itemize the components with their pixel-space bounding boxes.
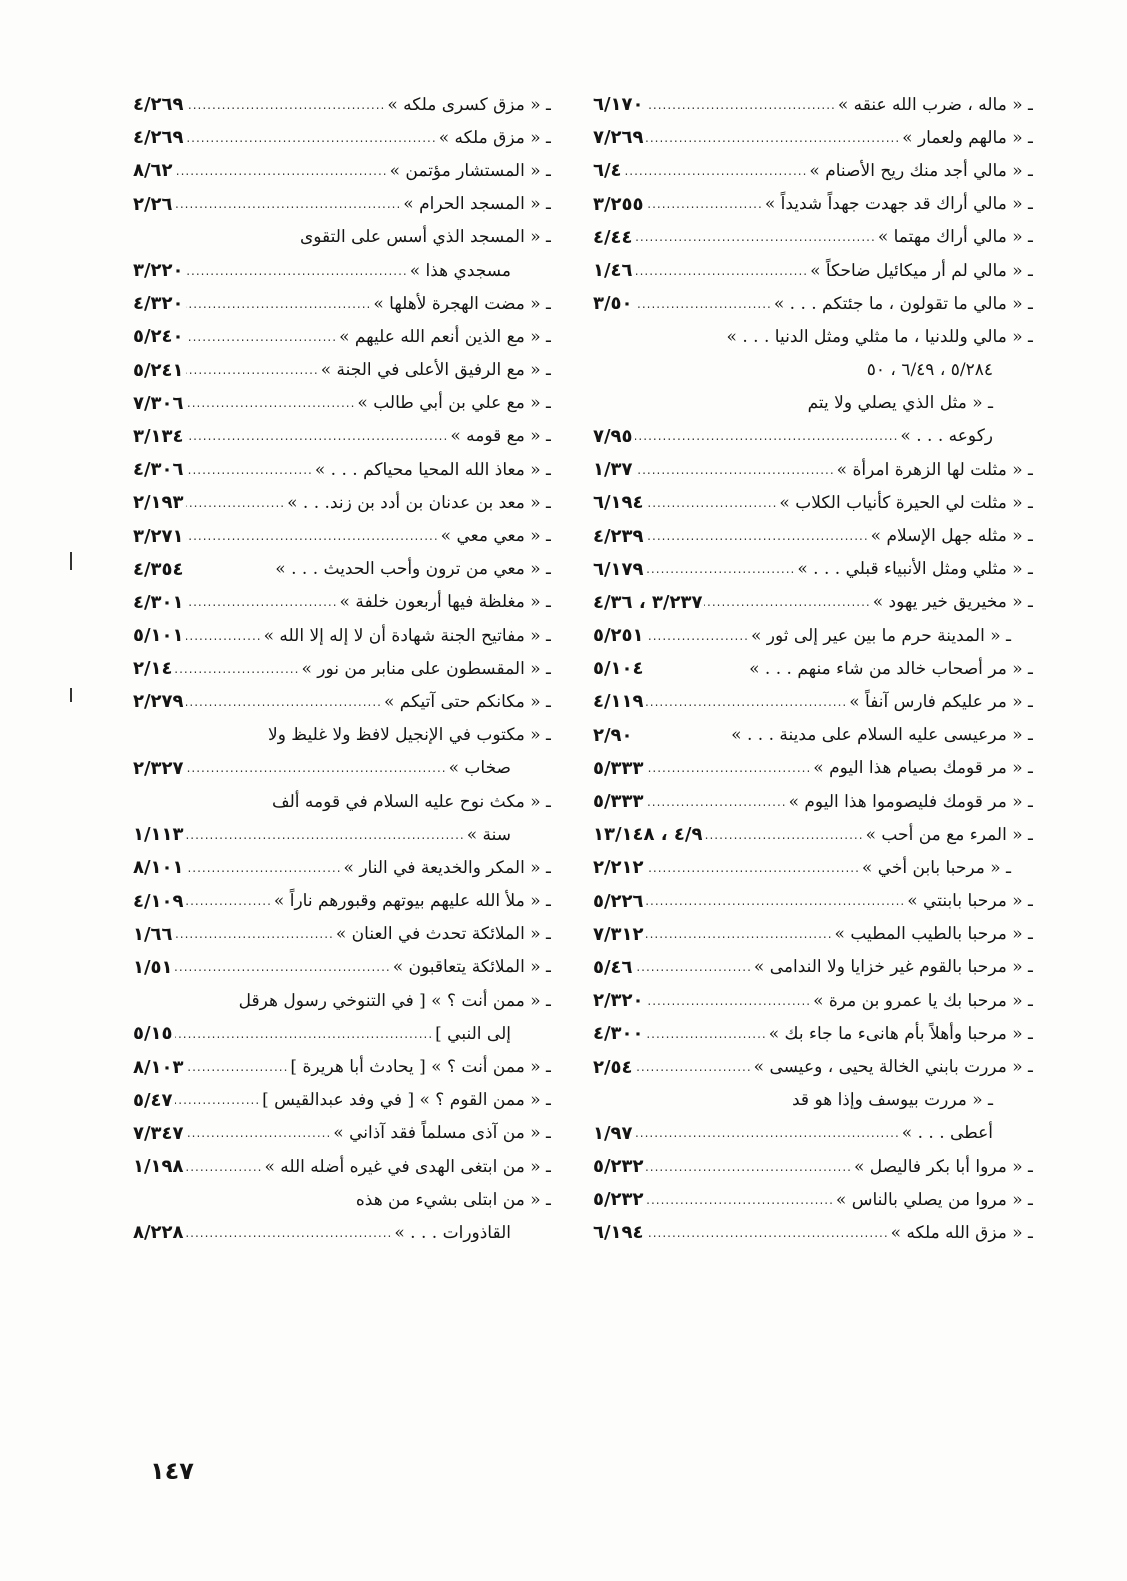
entry-reference: ٤/٣٠٦ [133, 459, 184, 481]
entry-reference: ٥/٢٥١ [593, 625, 644, 647]
dot-leader [646, 131, 901, 145]
dot-leader [186, 861, 342, 875]
index-entry [133, 951, 551, 984]
dot-leader [646, 496, 778, 510]
index-entry [593, 719, 1033, 752]
entry-text: ـ « ممن القوم ؟ » [ في وفد عبدالقيس ] [262, 1090, 551, 1111]
entry-text: ركوعه . . . » [900, 426, 993, 447]
index-entry [593, 154, 1033, 187]
entry-reference: ٥/٤٦ [593, 956, 633, 978]
entry-reference: ١/٤٦ [593, 260, 633, 282]
entry-reference: ٧/٣٤٧ [133, 1122, 184, 1144]
entry-reference: ٣/٢٢٠ [133, 260, 184, 282]
entry-reference: ٥/٢٢٦ [593, 890, 644, 912]
dot-leader [186, 629, 262, 643]
entry-reference: ٦/١٩٤ [593, 1222, 644, 1244]
dot-leader [635, 264, 809, 278]
index-entry [133, 420, 551, 453]
entry-text: ـ « المستشار مؤتمن » [389, 160, 551, 181]
entry-text: ـ « مع قومه » [450, 426, 551, 447]
entry-text: ـ « مرحبا بالطيب المطيب » [834, 924, 1033, 945]
entry-text: ـ « مر قومك بصيام هذا اليوم » [813, 758, 1033, 779]
index-entry [133, 1150, 551, 1183]
dot-leader [646, 1226, 889, 1240]
entry-text: ـ « مر أصحاب خالد من شاء منهم . . . » [749, 658, 1033, 679]
page-number: ١٤٧ [150, 1457, 194, 1485]
entry-text: ـ « مثلت لها الزهرة امرأة » [836, 459, 1033, 480]
index-entry [133, 1050, 551, 1083]
entry-reference: ٢/٥٤ [593, 1056, 633, 1078]
entry-reference: ٥/٤٧ [133, 1089, 173, 1111]
entry-text: ـ « مررت بابني الخالة يحيى ، وعيسى » [753, 1057, 1033, 1078]
dot-leader [175, 1027, 434, 1041]
dot-leader [175, 1093, 261, 1107]
entry-text: ـ « مالي لم أر ميكائيل ضاحكاً » [810, 260, 1033, 281]
entry-text: ـ « مزق ملكه » [438, 127, 551, 148]
index-entry [593, 785, 1033, 818]
entry-text: ـ « المسجد الحرام » [403, 194, 551, 215]
entry-text: ـ « مكتوب في الإنجيل لافظ ولا غليظ ولا [268, 725, 551, 746]
index-entry [133, 1216, 551, 1249]
dot-leader [646, 861, 860, 875]
dot-leader [186, 828, 465, 842]
entry-text: ٥/٢٨٤ ، ٦/٤٩ ، ٥٠ [866, 360, 993, 381]
index-entry [133, 619, 551, 652]
index-entry [133, 553, 551, 586]
entry-text: ـ « المقسطون على منابر من نور » [301, 658, 551, 679]
index-entry [133, 254, 551, 287]
dot-leader [646, 795, 787, 809]
index-entry [593, 851, 1033, 884]
index-entry [593, 553, 1033, 586]
dot-leader [186, 98, 386, 112]
dot-leader [635, 429, 899, 443]
index-entry [133, 188, 551, 221]
index-entry [133, 1084, 551, 1117]
entry-text: ـ « مالي أراك مهتما » [877, 227, 1033, 248]
entry-text: ـ « مر عليكم فارس آنفاً » [849, 691, 1033, 712]
entry-text: ـ « مضت الهجرة لأهلها » [373, 293, 551, 314]
index-entry [593, 254, 1033, 287]
index-entry [133, 221, 551, 254]
index-entry [593, 453, 1033, 486]
entry-text: ـ « مرحبا بك يا عمرو بن مرة » [813, 990, 1033, 1011]
dot-leader [175, 164, 388, 178]
entry-reference: ٥/٣٣٣ [593, 757, 644, 779]
entry-reference: ٣/١٣٤ [133, 425, 184, 447]
dot-leader [646, 1027, 767, 1041]
dot-leader [186, 595, 338, 609]
entry-text: ـ « المكر والخديعة في النار » [343, 857, 551, 878]
entry-text: ـ « مثلي ومثل الأنبياء قبلي . . . » [797, 559, 1033, 580]
dot-leader [186, 330, 338, 344]
index-entry [133, 453, 551, 486]
index-entry [593, 354, 1033, 387]
dot-leader [646, 529, 869, 543]
index-entry [593, 519, 1033, 552]
dot-leader [624, 164, 808, 178]
entry-reference: ٢/٩٠ [593, 724, 633, 746]
entry-text: ـ « مرحبا بابنتي » [907, 891, 1033, 912]
entry-reference: ٨/٢٢٨ [133, 1222, 184, 1244]
index-entry [593, 188, 1033, 221]
index-entry [593, 88, 1033, 121]
dot-leader [175, 927, 334, 941]
entry-reference: ٣/٢٥٥ [593, 193, 644, 215]
entry-reference: ٤/٢٦٩ [133, 127, 184, 149]
index-entry [133, 785, 551, 818]
entry-text: ـ « مالي أجد منك ريح الأصنام » [809, 160, 1033, 181]
index-entry [593, 420, 1033, 453]
entry-text: ـ « مررت بيوسف وإذا هو قد [791, 1090, 993, 1111]
entry-reference: ٥/٢٣٢ [593, 1189, 644, 1211]
entry-text: ـ « مزق الله ملكه » [890, 1222, 1033, 1243]
dot-leader [175, 197, 402, 211]
dot-leader [186, 1226, 393, 1240]
entry-reference: ٥/١٥ [133, 1023, 173, 1045]
index-entry [593, 1084, 1033, 1117]
entry-reference: ٣/٢٧١ [133, 525, 184, 547]
dot-leader [186, 695, 382, 709]
dot-leader [646, 894, 906, 908]
index-entry [133, 354, 551, 387]
entry-text: ـ « مرحبا بابن أخي » [861, 857, 1011, 878]
entry-reference: ٤/٢٦٩ [133, 94, 184, 116]
entry-text: ـ « مالهم ولعمار » [902, 127, 1033, 148]
entry-text: ـ « الملائكة تحدث في العنان » [335, 924, 551, 945]
index-entry [133, 1183, 551, 1216]
index-entry [133, 519, 551, 552]
entry-text: ـ « مكانكم حتى آتيكم » [383, 691, 551, 712]
entry-reference: ٤/١٠٩ [133, 890, 184, 912]
index-entry [133, 1017, 551, 1050]
entry-text: ـ « مالي ما تقولون ، ما جئتكم . . . » [773, 293, 1033, 314]
dot-leader [186, 894, 272, 908]
index-entry [133, 121, 551, 154]
index-entry [593, 619, 1033, 652]
entry-reference: ٥/٢٤١ [133, 359, 184, 381]
dot-leader [646, 197, 763, 211]
index-entry [133, 685, 551, 718]
entry-reference: ٦/١٧٠ [593, 94, 644, 116]
dot-leader [635, 297, 772, 311]
entry-text: ـ « مزق كسرى ملكه » [387, 94, 551, 115]
index-entry [593, 287, 1033, 320]
entry-text: ـ « الملائكة يتعاقبون » [392, 957, 551, 978]
entry-text: ـ « المدينة حرم ما بين عير إلى ثور » [751, 625, 1011, 646]
dot-leader [635, 230, 876, 244]
dot-leader [646, 562, 796, 576]
index-entry [593, 1150, 1033, 1183]
entry-reference: ٤/٣٢٠ [133, 293, 184, 315]
index-entry [593, 984, 1033, 1017]
index-entry [593, 1050, 1033, 1083]
entry-text: ـ « مثلت لي الحيرة كأنياب الكلاب » [779, 492, 1033, 513]
index-entry [133, 652, 551, 685]
margin-mark [70, 552, 72, 570]
dot-leader [646, 994, 812, 1008]
entry-reference: ١/٥١ [133, 956, 173, 978]
dot-leader [186, 363, 319, 377]
dot-leader [704, 828, 863, 842]
dot-leader [635, 1126, 900, 1140]
entry-text: ـ « مرحبا بالقوم غير خزايا ولا الندامى » [753, 957, 1033, 978]
index-entry [133, 885, 551, 918]
entry-reference: ٣/٢٣٧ ، ٤/٣٦ [593, 591, 703, 613]
entry-reference: ٥/٢٣٢ [593, 1156, 644, 1178]
dot-leader [186, 1060, 289, 1074]
margin-mark [70, 688, 72, 702]
dot-leader [646, 1193, 834, 1207]
index-entry [133, 918, 551, 951]
dot-leader [175, 662, 300, 676]
index-entry [593, 685, 1033, 718]
entry-text: ـ « مروا أبا بكر فاليصل » [854, 1156, 1033, 1177]
entry-text: ـ « ملأ الله عليهم بيوتهم وقبورهم ناراً » [273, 891, 551, 912]
entry-text: ـ « مغلظة فيها أربعون خلفة » [339, 592, 551, 613]
index-column-left [133, 88, 551, 1408]
index-entry [593, 486, 1033, 519]
entry-reference: ٤/٢٣٩ [593, 525, 644, 547]
entry-text: ـ « مكث نوح عليه السلام في قومه ألف [272, 791, 551, 812]
index-entry [133, 486, 551, 519]
dot-leader [186, 396, 356, 410]
entry-text: ـ « مفاتيح الجنة شهادة أن لا إله إلا الله » [263, 625, 551, 646]
dot-leader [635, 463, 835, 477]
entry-reference: ٨/١٠٣ [133, 1056, 184, 1078]
dot-leader [186, 131, 437, 145]
index-entry [133, 320, 551, 353]
entry-text: ـ « معد بن عدنان بن أدد بن زند. . . » [287, 492, 551, 513]
entry-text: ـ « المرء مع من أحب » [865, 824, 1033, 845]
dot-leader [646, 1160, 852, 1174]
entry-text: ـ « مثله جهل الإسلام » [870, 526, 1033, 547]
index-entry [593, 221, 1033, 254]
index-entry [593, 951, 1033, 984]
entry-text: ـ « من آذى مسلماً فقد آذاني » [333, 1123, 551, 1144]
entry-reference: ٦/١٩٤ [593, 492, 644, 514]
entry-reference: ٤/٤٤ [593, 226, 633, 248]
index-entry [133, 719, 551, 752]
index-entry [593, 885, 1033, 918]
index-entry [133, 88, 551, 121]
entry-reference: ٨/٦٢ [133, 160, 173, 182]
entry-text: ـ « معي من ترون وأحب الحديث . . . » [275, 559, 551, 580]
index-entry [593, 1017, 1033, 1050]
entry-text: ـ « معي معي » [440, 526, 551, 547]
entry-text: ـ « مالي وللدنيا ، ما مثلي ومثل الدنيا . . . » [726, 326, 1033, 347]
entry-reference: ١/١١٣ [133, 824, 184, 846]
dot-leader [646, 761, 812, 775]
dot-leader [646, 695, 848, 709]
entry-reference: ٢/٣٢٠ [593, 990, 644, 1012]
index-entry [593, 1216, 1033, 1249]
entry-text: إلى النبي ] [435, 1023, 511, 1044]
entry-reference: ٧/٢٦٩ [593, 127, 644, 149]
entry-reference: ٢/٢١٢ [593, 857, 644, 879]
index-column-right [593, 88, 1033, 1408]
entry-text: ـ « من ابتغى الهدى في غيره أضله الله » [264, 1156, 551, 1177]
entry-reference: ١/١٩٨ [133, 1156, 184, 1178]
entry-reference: ٣/٥٠ [593, 293, 633, 315]
index-entry [593, 652, 1033, 685]
entry-reference: ٥/٣٣٣ [593, 791, 644, 813]
entry-text: القاذورات . . . » [394, 1222, 511, 1243]
entry-reference: ٧/٩٥ [593, 425, 633, 447]
index-entry [593, 1117, 1033, 1150]
dot-leader [186, 297, 372, 311]
dot-leader [635, 1060, 752, 1074]
dot-leader [186, 1126, 332, 1140]
index-entry [593, 818, 1033, 851]
entry-text: ـ « ماله ، ضرب الله عنقه » [837, 94, 1033, 115]
dot-leader [704, 595, 870, 609]
dot-leader [646, 629, 749, 643]
index-entry [133, 387, 551, 420]
index-entry [593, 752, 1033, 785]
entry-reference: ٢/١٩٣ [133, 492, 184, 514]
index-entry [133, 851, 551, 884]
entry-reference: ٢/٢٦ [133, 193, 173, 215]
entry-reference: ٤/٣٥٤ [133, 558, 184, 580]
entry-reference: ٧/٣٠٦ [133, 392, 184, 414]
entry-text: ـ « المسجد الذي أسس على التقوى [299, 227, 551, 248]
dot-leader [175, 960, 391, 974]
entry-text: ـ « مثل الذي يصلي ولا يتم [807, 393, 993, 414]
dot-leader [186, 429, 449, 443]
dot-leader [646, 98, 836, 112]
entry-reference: ١/٦٦ [133, 923, 173, 945]
entry-text: مسجدي هذا » [409, 260, 511, 281]
index-entry [133, 752, 551, 785]
entry-text: ـ « مخيريق خير يهود » [872, 592, 1033, 613]
index-entry [593, 320, 1033, 353]
entry-text: صخاب » [448, 758, 511, 779]
dot-leader [646, 927, 833, 941]
index-entry [133, 586, 551, 619]
index-entry [133, 984, 551, 1017]
index-entry [593, 1183, 1033, 1216]
entry-text: ـ « مروا من يصلي بالناس » [835, 1189, 1033, 1210]
entry-text: ـ « مرحبا وأهلاً بأم هانىء ما جاء بك » [768, 1023, 1033, 1044]
entry-reference: ٥/٢٤٠ [133, 326, 184, 348]
entry-text: ـ « مع الذين أنعم الله عليهم » [339, 326, 551, 347]
entry-text: سنة » [466, 824, 511, 845]
entry-reference: ٤/٩ ، ١٣/١٤٨ [593, 824, 703, 846]
index-entry [133, 154, 551, 187]
entry-reference: ٢/٢٧٩ [133, 691, 184, 713]
entry-reference: ٨/١٠١ [133, 857, 184, 879]
entry-reference: ٢/٣٢٧ [133, 757, 184, 779]
entry-reference: ٤/٣٠٠ [593, 1023, 644, 1045]
entry-reference: ٤/١١٩ [593, 691, 644, 713]
entry-reference: ٧/٣١٢ [593, 923, 644, 945]
entry-text: ـ « من ابتلى بشيء من هذه [355, 1189, 551, 1210]
entry-text: ـ « مع الرفيق الأعلى في الجنة » [320, 360, 551, 381]
entry-reference: ٦/١٧٩ [593, 558, 644, 580]
index-entry [593, 918, 1033, 951]
entry-reference: ١/٣٧ [593, 459, 633, 481]
entry-text: ـ « مر قومك فليصوموا هذا اليوم » [788, 791, 1033, 812]
entry-text: ـ « ممن أنت ؟ » [ يحادث أبا هريرة ] [290, 1057, 551, 1078]
entry-text: ـ « ممن أنت ؟ » [ في التنوخي رسول هرقل [238, 990, 551, 1011]
entry-text: ـ « مرعيسى عليه السلام على مدينة . . . » [731, 725, 1033, 746]
dot-leader [635, 960, 752, 974]
entry-reference: ١/٩٧ [593, 1122, 633, 1144]
entry-reference: ٤/٣٠١ [133, 591, 184, 613]
dot-leader [186, 761, 447, 775]
entry-text: ـ « مالي أراك قد جهدت جهداً شديداً » [764, 194, 1033, 215]
entry-reference: ٦/٤ [593, 160, 622, 182]
dot-leader [186, 529, 439, 543]
dot-leader [186, 1160, 263, 1174]
dot-leader [186, 496, 286, 510]
dot-leader [186, 264, 408, 278]
dot-leader [186, 463, 313, 477]
entry-reference: ٥/١٠١ [133, 625, 184, 647]
entry-text: أعطى . . . » [901, 1123, 993, 1144]
entry-reference: ٢/١٤ [133, 658, 173, 680]
index-entry [593, 387, 1033, 420]
entry-text: ـ « معاذ الله المحيا محياكم . . . » [314, 459, 551, 480]
index-entry [133, 818, 551, 851]
index-entry [133, 1117, 551, 1150]
index-entry [593, 121, 1033, 154]
index-entry [593, 586, 1033, 619]
index-entry [133, 287, 551, 320]
entry-reference: ٥/١٠٤ [593, 658, 644, 680]
entry-text: ـ « مع علي بن أبي طالب » [357, 393, 551, 414]
